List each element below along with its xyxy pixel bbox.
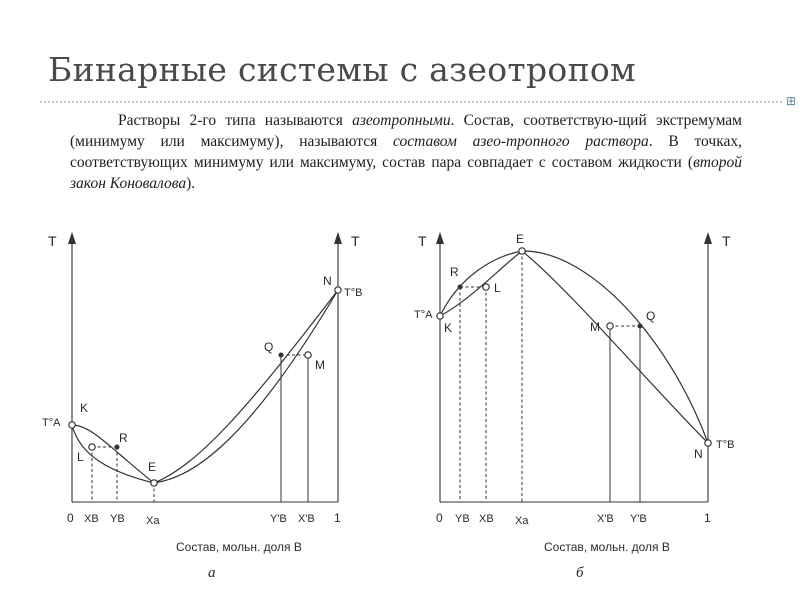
tick-xbp: X'B	[298, 513, 315, 525]
point-m	[305, 352, 311, 358]
text-part-2: . Состав, соответствую-щий экстремумам (минимуму или максимуму), называются	[70, 112, 742, 150]
slide-title: Бинарные системы с азеотропом	[48, 50, 637, 89]
text-part-1: Растворы 2-го типа называются	[118, 112, 353, 129]
point-n	[335, 287, 341, 293]
point-r	[458, 285, 463, 290]
label-m: M	[590, 320, 600, 334]
tick-ybp: Y'B	[630, 513, 647, 525]
label-r: R	[450, 265, 459, 279]
tick-zero: 0	[67, 511, 74, 525]
label-m: M	[315, 358, 325, 372]
label-n: N	[694, 447, 703, 461]
tick-xa: Xa	[515, 515, 529, 527]
point-m	[607, 323, 613, 329]
tick-one: 1	[704, 511, 711, 525]
tick-one: 1	[334, 511, 341, 525]
text-part-4: ).	[186, 175, 196, 192]
tick-yb: YB	[110, 513, 125, 525]
point-e	[519, 248, 525, 254]
axis-label-left: T	[418, 233, 427, 249]
label-q: Q	[646, 309, 656, 323]
label-k: K	[444, 321, 453, 335]
slide-bullet-icon: ⊞	[786, 94, 797, 108]
tick-xbp: X'B	[597, 513, 614, 525]
point-q	[638, 324, 643, 329]
term-konovalov-law: второй закон Коновалова	[70, 154, 742, 192]
label-n: N	[323, 274, 332, 288]
temp-label-right: T°B	[344, 287, 363, 299]
xlabel-a: Состав, мольн. доля B	[176, 540, 302, 554]
label-r: R	[119, 431, 128, 445]
diagram-b	[400, 0, 760, 600]
curve-liquid-b	[440, 251, 708, 443]
temp-label-left: T°A	[414, 309, 433, 321]
tick-yb: YB	[455, 513, 470, 525]
label-l: L	[494, 281, 501, 295]
text-part-3: . В точках, соответствующих минимуму или максимуму, состав пара совпадает с составом жидкости (	[70, 133, 742, 171]
caption-a: а	[208, 565, 216, 581]
arrow-left	[68, 232, 76, 244]
arrow-right	[704, 232, 712, 244]
point-e	[151, 480, 157, 486]
point-l	[483, 284, 489, 290]
curve-vapor-b	[440, 251, 708, 443]
label-q: Q	[264, 340, 274, 354]
point-k	[437, 313, 443, 319]
term-azeotrope-composition: составом азео-тропного раствора	[393, 133, 649, 150]
arrow-left	[436, 232, 444, 244]
label-l: L	[77, 450, 84, 464]
axis-label-right: T	[351, 233, 360, 249]
tick-zero: 0	[436, 511, 443, 525]
tick-ybp: Y'B	[270, 513, 287, 525]
temp-label-right: T°B	[716, 439, 735, 451]
tick-xb: XB	[479, 513, 494, 525]
tick-xb: XB	[84, 513, 99, 525]
label-k: K	[80, 401, 89, 415]
point-l	[89, 444, 95, 450]
curve-liquid-a	[72, 290, 338, 483]
caption-b: б	[576, 565, 584, 581]
axis-label-right: T	[722, 233, 731, 249]
label-e: E	[148, 460, 157, 474]
temp-label-left: T°A	[42, 417, 61, 429]
term-azeotropic: азеотропными	[352, 112, 451, 129]
point-k	[69, 422, 75, 428]
axis-label-left: T	[48, 233, 57, 249]
diagram-a	[40, 0, 380, 600]
xlabel-b: Состав, мольн. доля B	[544, 540, 670, 554]
point-q	[279, 353, 284, 358]
label-e: E	[516, 232, 525, 246]
curve-vapor-a	[72, 290, 338, 483]
point-r	[115, 445, 120, 450]
point-n	[705, 440, 711, 446]
arrow-right	[334, 232, 342, 244]
tick-xa: Xa	[146, 515, 160, 527]
